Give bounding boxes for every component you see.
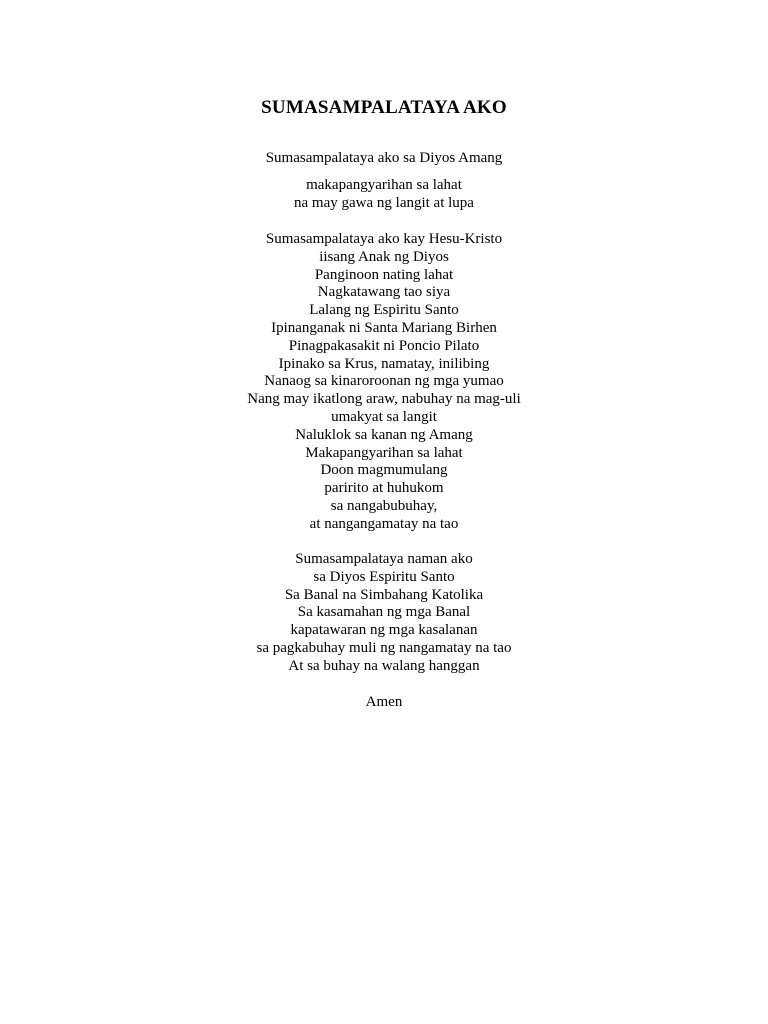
stanza-line: makapangyarihan sa lahat [306, 177, 462, 193]
stanza-line: Sumasampalataya ako kay Hesu-Kristo [265, 231, 503, 247]
stanza-line: At sa buhay na walang hanggan [288, 657, 480, 674]
stanza-line: sa Diyos Espiritu Santo [313, 568, 455, 585]
stanza-line: Ipinanganak ni Santa Mariang Birhen [271, 319, 497, 336]
stanza-line: umakyat sa langit [331, 408, 437, 425]
stanza-opening [0, 150, 768, 168]
stanza-line: Ipinako sa Krus, namatay, inilibing [278, 355, 490, 372]
stanza-line: Pinagpakasakit ni Poncio Pilato [288, 337, 480, 354]
stanza-line: Sumasampalataya naman ako [295, 551, 473, 567]
stanza-line: Sa kasamahan ng mga Banal [297, 604, 471, 621]
stanza-line: Nang may ikatlong araw, nabuhay na mag-uli [247, 391, 521, 408]
stanza-line: Lalang ng Espiritu Santo [309, 302, 459, 319]
stanza-line: na may gawa ng langit at lupa [294, 194, 474, 211]
stanza-line: Doon magmumulang [320, 462, 448, 479]
stanza-line: Naluklok sa kanan ng Amang [295, 426, 473, 443]
stanza-line: sa pagkabuhay muli ng nangamatay na tao [256, 639, 512, 656]
stanza-line: Nanaog sa kinaroroonan ng mga yumao [264, 373, 504, 390]
stanza-line: Nagkatawang tao siya [317, 284, 451, 301]
stanza-line: Sumasampalataya ako sa Diyos Amang [265, 150, 503, 166]
stanza-line: sa nangabubuhay, [330, 497, 438, 514]
stanza-line: Sa Banal na Simbahang Katolika [284, 586, 484, 603]
stanza-line: at nangangamatay na tao [309, 515, 459, 532]
stanza-line: Panginoon nating lahat [314, 266, 454, 283]
stanza-line: Makapangyarihan sa lahat [305, 444, 463, 461]
stanza-father [0, 177, 768, 213]
stanza-son [0, 231, 768, 534]
stanza-line: iisang Anak ng Diyos [319, 248, 449, 265]
stanza-line: paririto at huhukom [324, 480, 444, 497]
stanza-line: kapatawaran ng mga kasalanan [290, 622, 478, 639]
stanza-spirit [0, 551, 768, 676]
stanza-line: Amen [365, 694, 403, 710]
stanza-amen [0, 694, 768, 712]
document-title: SUMASAMPALATAYA AKO [261, 97, 507, 118]
